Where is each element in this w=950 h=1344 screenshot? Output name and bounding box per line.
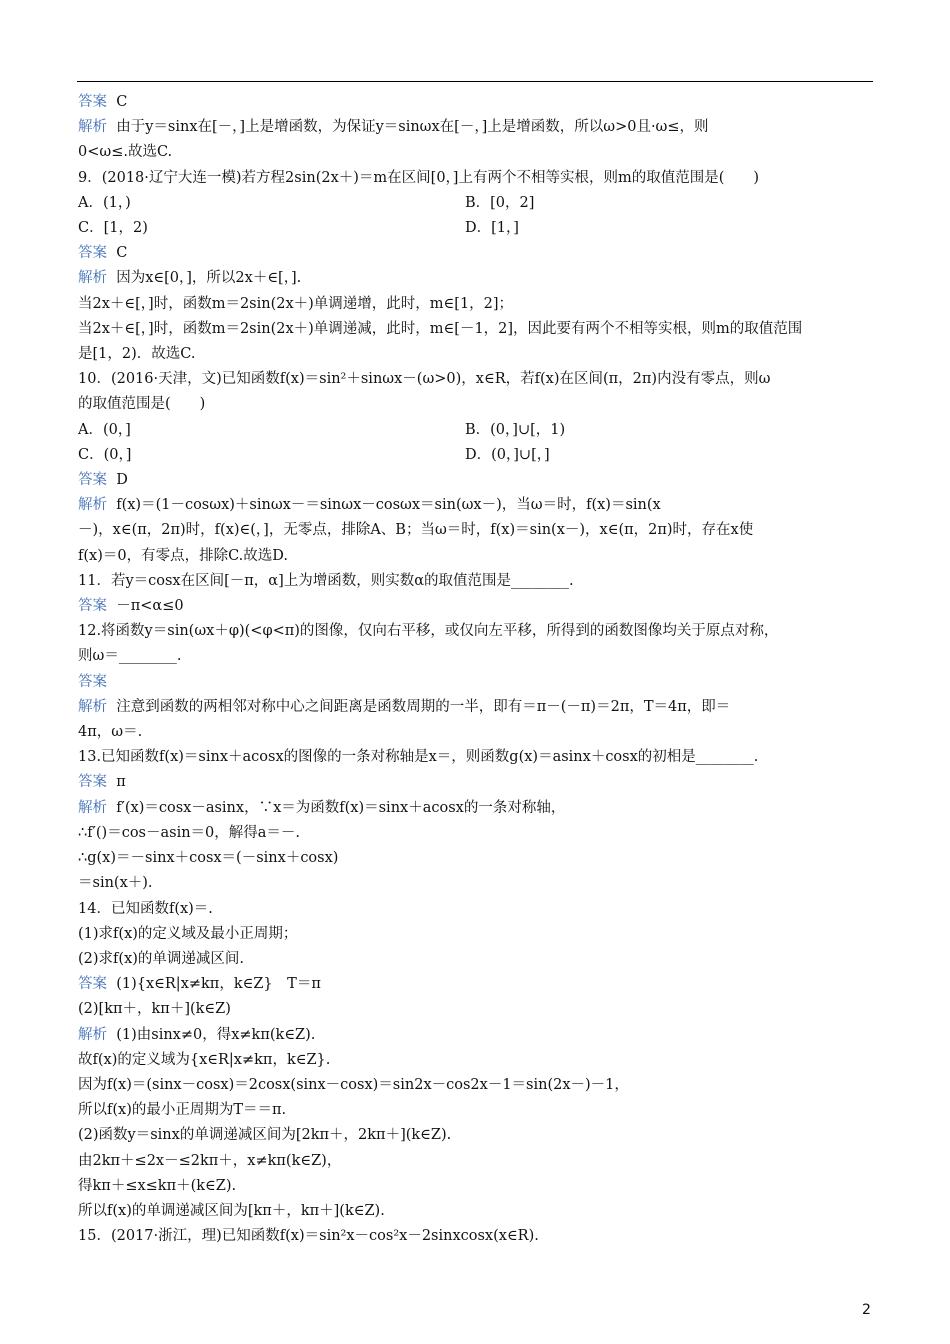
option-b: B．[0，2] bbox=[465, 194, 535, 211]
option-row bbox=[78, 191, 878, 216]
text-line: 当2x＋∈[，]时，函数m＝2sin(2x＋)单调递减，此时，m∈[－1，2]，因此要有两个不相等实根，则m的取值范围 bbox=[78, 320, 803, 337]
analysis-line bbox=[78, 796, 878, 821]
analysis-line bbox=[78, 493, 878, 518]
text-line: 13.已知函数f(x)＝sinx＋acosx的图像的一条对称轴是x＝，则函数g(x)＝asinx＋cosx的初相是________. bbox=[78, 749, 759, 766]
line-text: f′(x)＝cosx－asinx，∵x＝为函数f(x)＝sinx＋acosx的一条对称轴， bbox=[107, 799, 566, 816]
text-line: 14．已知函数f(x)＝. bbox=[78, 900, 213, 917]
answer-line bbox=[78, 594, 878, 619]
line-text: －π<α≤0 bbox=[107, 598, 184, 615]
line-text: (1)由sinx≠0，得x≠kπ(k∈Z). bbox=[107, 1026, 316, 1043]
answer-line bbox=[78, 670, 878, 695]
option-row bbox=[78, 443, 878, 468]
text-line: (2)函数y＝sinx的单调递减区间为[2kπ＋，2kπ＋](k∈Z). bbox=[78, 1127, 452, 1144]
option-b: D．[1，] bbox=[465, 220, 519, 237]
answer-label: 答案 bbox=[78, 94, 107, 110]
option-b: D．(0，]∪[，] bbox=[465, 446, 550, 463]
line-text: 因为x∈[0，]，所以2x＋∈[，]. bbox=[107, 270, 302, 287]
text-line: 0<ω≤.故选C. bbox=[78, 144, 173, 161]
analysis-line bbox=[78, 266, 878, 291]
header-rule bbox=[77, 81, 873, 82]
line-text: 由于y＝sinx在[－，]上是增函数，为保证y＝sinωx在[－，]上是增函数，所以ω>0且·ω≤，则 bbox=[107, 119, 709, 136]
answer-label: 答案 bbox=[78, 598, 107, 615]
line-text: C bbox=[107, 94, 128, 110]
analysis-label: 解析 bbox=[78, 698, 107, 715]
text-line: 故f(x)的定义域为{x∈R|x≠kπ，k∈Z}. bbox=[78, 1051, 331, 1068]
line-text: D bbox=[107, 472, 128, 489]
option-a: A．(0，] bbox=[78, 421, 131, 438]
analysis-label: 解析 bbox=[78, 799, 107, 816]
text-line: 所以f(x)的单调递减区间为[kπ＋，kπ＋](k∈Z). bbox=[78, 1202, 385, 1219]
option-row bbox=[78, 216, 878, 241]
option-a: A．(1，) bbox=[78, 194, 131, 211]
analysis-line bbox=[78, 1023, 878, 1048]
answer-label: 答案 bbox=[78, 774, 107, 791]
text-line: ＝sin(x＋). bbox=[78, 875, 153, 892]
answer-label: 答案 bbox=[78, 245, 107, 262]
line-text: 注意到函数的两相邻对称中心之间距离是函数周期的一半，即有＝π－(－π)＝2π，T＝4π，即＝ bbox=[107, 698, 731, 715]
text-line: 是[1，2)．故选C. bbox=[78, 346, 196, 363]
text-line: 得kπ＋≤x≤kπ＋(k∈Z). bbox=[78, 1177, 237, 1194]
answer-label: 答案 bbox=[78, 976, 107, 993]
text-line: －)，x∈(π，2π)时，f(x)∈(，]，无零点，排除A、B；当ω＝时，f(x)＝sin(x－)，x∈(π，2π)时，存在x使 bbox=[78, 522, 754, 539]
text-line: ∴g(x)＝－sinx＋cosx＝(－sinx＋cosx) bbox=[78, 850, 339, 867]
option-a: C．[1，2) bbox=[78, 220, 148, 237]
analysis-label: 解析 bbox=[78, 1026, 107, 1043]
text-line: 9．(2018·辽宁大连一模)若方程2sin(2x＋)＝m在区间[0，]上有两个不相等实根，则m的取值范围是( ) bbox=[78, 169, 760, 186]
text-line: 因为f(x)＝(sinx－cosx)＝2cosx(sinx－cosx)＝sin2x－cos2x－1＝sin(2x－)－1， bbox=[78, 1076, 629, 1093]
text-line: 所以f(x)的最小正周期为T＝＝π. bbox=[78, 1102, 287, 1119]
text-line: 由2kπ＋≤2x－≤2kπ＋，x≠kπ(k∈Z)， bbox=[78, 1152, 342, 1169]
text-line: 则ω＝________. bbox=[78, 648, 182, 665]
text-line: ∴f′()＝cos－asin＝0，解得a＝－. bbox=[78, 824, 301, 841]
text-line: f(x)＝0，有零点，排除C.故选D. bbox=[78, 547, 288, 564]
text-line: 的取值范围是( ) bbox=[78, 396, 206, 413]
line-text: (1){x∈R|x≠kπ，k∈Z} T＝π bbox=[107, 976, 321, 993]
document-body bbox=[78, 90, 878, 1249]
text-line: (2)[kπ＋，kπ＋](k∈Z) bbox=[78, 1001, 231, 1018]
answer-line bbox=[78, 770, 878, 795]
text-line: 当2x＋∈[，]时，函数m＝2sin(2x＋)单调递增，此时，m∈[1，2]； bbox=[78, 295, 514, 312]
page-number: 2 bbox=[862, 1302, 871, 1318]
text-line: 10．(2016·天津，文)已知函数f(x)＝sin²＋sinωx－(ω>0)，x∈R，若f(x)在区间(π，2π)内没有零点，则ω bbox=[78, 371, 771, 388]
analysis-label: 解析 bbox=[78, 119, 107, 136]
analysis-label: 解析 bbox=[78, 497, 107, 514]
option-b: B．(0，]∪[，1) bbox=[465, 421, 566, 438]
answer-line bbox=[78, 972, 878, 997]
answer-label: 答案 bbox=[78, 673, 107, 690]
line-text: C bbox=[107, 245, 128, 262]
answer-line bbox=[78, 90, 878, 115]
text-line: (2)求f(x)的单调递减区间. bbox=[78, 950, 245, 967]
line-text: f(x)＝(1－cosωx)＋sinωx－＝sinωx－cosωx＝sin(ωx－)，当ω＝时，f(x)＝sin(x bbox=[107, 497, 661, 514]
text-line: 4π，ω＝. bbox=[78, 724, 143, 741]
answer-line bbox=[78, 468, 878, 493]
text-line: 12.将函数y＝sin(ωx＋φ)(<φ<π)的图像，仅向右平移，或仅向左平移，所得到的函数图像均关于原点对称， bbox=[78, 623, 779, 640]
text-line: (1)求f(x)的定义域及最小正周期； bbox=[78, 925, 298, 942]
text-line: 15．(2017·浙江，理)已知函数f(x)＝sin²x－cos²x－2sinxcosx(x∈R). bbox=[78, 1228, 539, 1245]
analysis-label: 解析 bbox=[78, 270, 107, 287]
line-text: π bbox=[107, 774, 126, 791]
option-row bbox=[78, 418, 878, 443]
analysis-line bbox=[78, 695, 878, 720]
text-line: 11．若y＝cosx在区间[－π，α]上为增函数，则实数α的取值范围是________. bbox=[78, 572, 574, 589]
option-a: C．(0，] bbox=[78, 446, 132, 463]
answer-label: 答案 bbox=[78, 472, 107, 489]
answer-line bbox=[78, 241, 878, 266]
analysis-line bbox=[78, 115, 878, 140]
